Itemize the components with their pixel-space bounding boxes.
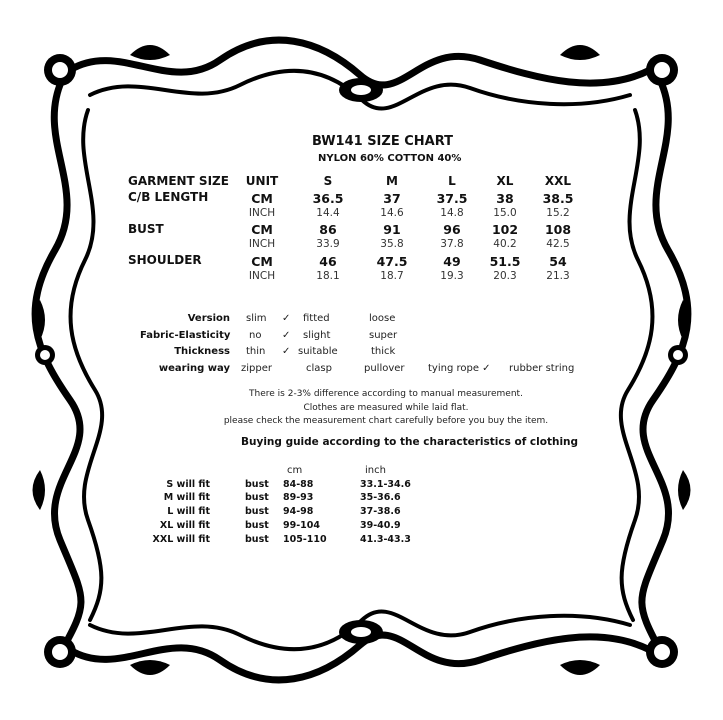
guide-fit: XXL will fit xyxy=(152,534,210,545)
table-cell: 42.5 xyxy=(546,238,570,250)
header-size-l: L xyxy=(448,174,456,188)
table-cell: 40.2 xyxy=(493,238,517,250)
feature-option: tying rope ✓ xyxy=(428,363,491,374)
note-line: There is 2-3% difference according to manual measurement. xyxy=(249,389,523,399)
guide-fit: M will fit xyxy=(163,492,210,503)
table-cell: 37 xyxy=(383,191,401,206)
guide-inch: 37-38.6 xyxy=(360,506,401,517)
table-cell: 19.3 xyxy=(440,270,464,282)
feature-label-thickness: Thickness xyxy=(174,346,230,357)
material-composition: NYLON 60% COTTON 40% xyxy=(318,153,462,164)
table-cell: 35.8 xyxy=(380,238,404,250)
table-cell: 91 xyxy=(383,222,401,237)
feature-option: no xyxy=(249,330,262,341)
table-cell: 51.5 xyxy=(489,254,521,269)
unit-cm: CM xyxy=(251,222,273,237)
guide-header-cm: cm xyxy=(287,465,303,476)
check-icon: ✓ xyxy=(282,313,291,324)
guide-part: bust xyxy=(245,492,269,503)
table-cell: 15.0 xyxy=(493,207,517,219)
guide-inch: 35-36.6 xyxy=(360,492,401,503)
feature-label-wearing-way: wearing way xyxy=(158,363,230,374)
feature-option: loose xyxy=(369,313,396,324)
table-cell: 46 xyxy=(319,254,337,269)
feature-option: zipper xyxy=(241,363,272,374)
guide-cm: 105-110 xyxy=(283,534,327,545)
guide-cm: 99-104 xyxy=(283,520,320,531)
guide-inch: 33.1-34.6 xyxy=(360,479,411,490)
table-cell: 49 xyxy=(443,254,461,269)
table-cell: 108 xyxy=(544,222,572,237)
table-cell: 38 xyxy=(496,191,514,206)
table-cell: 36.5 xyxy=(312,191,344,206)
row-label-length: C/B LENGTH xyxy=(128,190,209,204)
feature-label-version: Version xyxy=(187,313,230,324)
table-cell: 21.3 xyxy=(546,270,570,282)
table-cell: 18.7 xyxy=(380,270,404,282)
feature-option: fitted xyxy=(303,313,330,324)
guide-fit: S will fit xyxy=(166,479,210,490)
guide-inch: 41.3-43.3 xyxy=(360,534,411,545)
feature-option: slight xyxy=(303,330,331,341)
table-cell: 37.8 xyxy=(440,238,464,250)
unit-cm: CM xyxy=(251,254,273,269)
header-unit: UNIT xyxy=(245,174,279,188)
feature-label-elasticity: Fabric-Elasticity xyxy=(140,330,231,341)
header-size-s: S xyxy=(323,174,333,188)
guide-part: bust xyxy=(245,520,269,531)
guide-inch: 39-40.9 xyxy=(360,520,401,531)
feature-option: pullover xyxy=(364,363,405,374)
table-cell: 33.9 xyxy=(316,238,340,250)
guide-part: bust xyxy=(245,506,269,517)
header-size-m: M xyxy=(386,174,398,188)
table-cell: 54 xyxy=(549,254,567,269)
unit-inch: INCH xyxy=(248,270,276,282)
table-cell: 18.1 xyxy=(316,270,340,282)
table-cell: 14.6 xyxy=(380,207,404,219)
guide-title: Buying guide according to the characteristics of clothing xyxy=(241,436,579,448)
feature-option: rubber string xyxy=(509,363,575,374)
guide-header-inch: inch xyxy=(365,465,386,476)
table-cell: 14.4 xyxy=(316,207,340,219)
feature-option: slim xyxy=(246,313,267,324)
header-size-xxl: XXL xyxy=(544,174,572,188)
feature-option: super xyxy=(369,330,398,341)
header-garment-size: GARMENT SIZE xyxy=(128,174,229,188)
table-cell: 20.3 xyxy=(493,270,517,282)
guide-fit: XL will fit xyxy=(159,520,210,531)
feature-option: thin xyxy=(246,346,266,357)
header-size-xl: XL xyxy=(496,174,514,188)
table-cell: 102 xyxy=(491,222,519,237)
table-cell: 14.8 xyxy=(440,207,464,219)
row-label-shoulder: SHOULDER xyxy=(128,253,202,267)
feature-option: clasp xyxy=(306,363,332,374)
table-cell: 86 xyxy=(319,222,337,237)
guide-part: bust xyxy=(245,534,269,545)
unit-cm: CM xyxy=(251,191,273,206)
table-cell: 47.5 xyxy=(376,254,408,269)
note-line: Clothes are measured while laid flat. xyxy=(303,403,469,413)
guide-cm: 94-98 xyxy=(283,506,314,517)
feature-option: thick xyxy=(371,346,396,357)
row-label-bust: BUST xyxy=(128,222,164,236)
table-cell: 96 xyxy=(443,222,461,237)
feature-option: suitable xyxy=(298,346,338,357)
chart-title: BW141 SIZE CHART xyxy=(312,134,454,149)
guide-fit: L will fit xyxy=(167,506,210,517)
table-cell: 37.5 xyxy=(436,191,468,206)
unit-inch: INCH xyxy=(248,207,276,219)
guide-part: bust xyxy=(245,479,269,490)
unit-inch: INCH xyxy=(248,238,276,250)
check-icon: ✓ xyxy=(282,346,291,357)
note-line: please check the measurement chart carefully before you buy the item. xyxy=(223,416,549,426)
table-cell: 38.5 xyxy=(542,191,574,206)
guide-cm: 84-88 xyxy=(283,479,314,490)
table-cell: 15.2 xyxy=(546,207,570,219)
check-icon: ✓ xyxy=(282,330,291,341)
guide-cm: 89-93 xyxy=(283,492,314,503)
